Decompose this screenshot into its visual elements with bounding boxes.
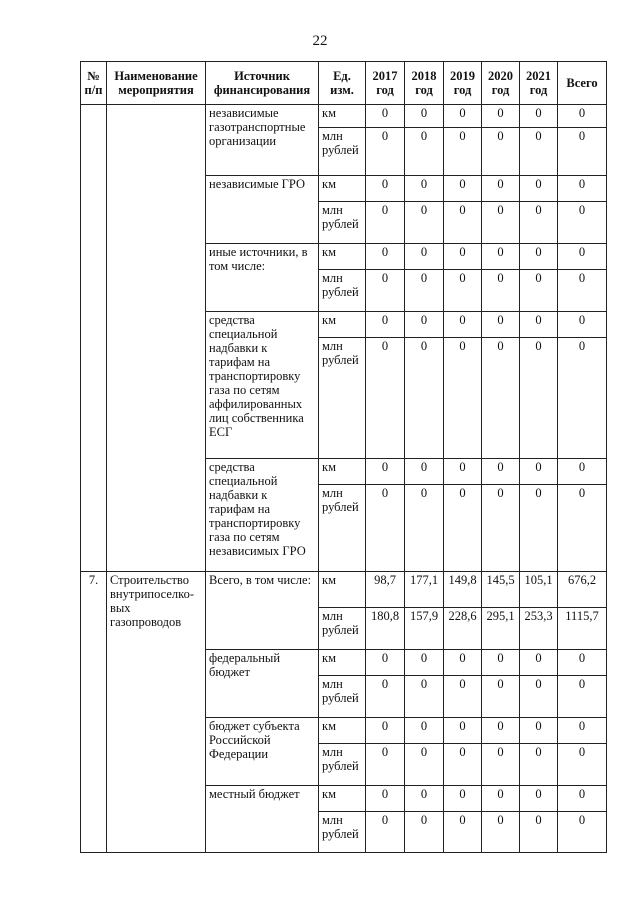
unit-cell: млн рублей xyxy=(319,608,366,650)
value-cell: 0 xyxy=(558,312,607,338)
header-cell: 2017 год xyxy=(366,62,405,105)
unit-cell: млн рублей xyxy=(319,812,366,853)
value-cell: 0 xyxy=(520,786,558,812)
value-cell: 0 xyxy=(558,176,607,202)
header-cell: Наименование мероприятия xyxy=(107,62,206,105)
value-cell: 0 xyxy=(405,270,444,312)
funding-source: независимые ГРО xyxy=(206,176,319,244)
value-cell: 0 xyxy=(520,459,558,485)
value-cell: 0 xyxy=(520,244,558,270)
value-cell: 0 xyxy=(482,176,520,202)
value-cell: 0 xyxy=(366,202,405,244)
value-cell: 0 xyxy=(405,485,444,572)
table-row xyxy=(81,105,607,128)
value-cell: 0 xyxy=(558,485,607,572)
value-cell: 0 xyxy=(520,128,558,176)
unit-cell: млн рублей xyxy=(319,676,366,718)
value-cell: 0 xyxy=(405,105,444,128)
funding-source: средства специальной надбавки к тарифам на транспортировку газа по сетям независимых ГРО xyxy=(206,459,319,572)
value-cell: 0 xyxy=(405,459,444,485)
value-cell: 0 xyxy=(405,176,444,202)
value-cell: 0 xyxy=(366,744,405,786)
value-cell: 145,5 xyxy=(482,572,520,608)
value-cell: 295,1 xyxy=(482,608,520,650)
unit-cell: млн рублей xyxy=(319,202,366,244)
value-cell: 0 xyxy=(520,338,558,459)
value-cell: 0 xyxy=(558,105,607,128)
value-cell: 0 xyxy=(444,676,482,718)
value-cell: 0 xyxy=(444,202,482,244)
value-cell: 0 xyxy=(482,105,520,128)
value-cell: 0 xyxy=(366,244,405,270)
value-cell: 98,7 xyxy=(366,572,405,608)
funding-source: иные источники, в том числе: xyxy=(206,244,319,312)
value-cell: 177,1 xyxy=(405,572,444,608)
value-cell: 253,3 xyxy=(520,608,558,650)
value-cell: 0 xyxy=(444,718,482,744)
unit-cell: км xyxy=(319,244,366,270)
value-cell: 676,2 xyxy=(558,572,607,608)
measure-name xyxy=(107,105,206,572)
unit-cell: км xyxy=(319,650,366,676)
funding-source: местный бюджет xyxy=(206,786,319,853)
value-cell: 0 xyxy=(444,338,482,459)
unit-cell: км xyxy=(319,718,366,744)
value-cell: 0 xyxy=(520,202,558,244)
value-cell: 0 xyxy=(444,459,482,485)
value-cell: 0 xyxy=(366,270,405,312)
value-cell: 0 xyxy=(366,105,405,128)
value-cell: 0 xyxy=(444,812,482,853)
value-cell: 0 xyxy=(444,744,482,786)
value-cell: 0 xyxy=(482,312,520,338)
value-cell: 0 xyxy=(444,312,482,338)
header-cell: 2020 год xyxy=(482,62,520,105)
value-cell: 0 xyxy=(366,718,405,744)
value-cell: 0 xyxy=(558,812,607,853)
unit-cell: млн рублей xyxy=(319,744,366,786)
unit-cell: км xyxy=(319,786,366,812)
value-cell: 0 xyxy=(405,718,444,744)
header-cell: Всего xyxy=(558,62,607,105)
value-cell: 149,8 xyxy=(444,572,482,608)
value-cell: 0 xyxy=(520,270,558,312)
value-cell: 0 xyxy=(558,202,607,244)
value-cell: 0 xyxy=(520,485,558,572)
value-cell: 0 xyxy=(444,485,482,572)
header-cell: 2019 год xyxy=(444,62,482,105)
value-cell: 0 xyxy=(405,676,444,718)
value-cell: 0 xyxy=(520,676,558,718)
value-cell: 0 xyxy=(558,270,607,312)
value-cell: 0 xyxy=(366,312,405,338)
value-cell: 0 xyxy=(366,485,405,572)
value-cell: 0 xyxy=(405,244,444,270)
value-cell: 0 xyxy=(558,244,607,270)
value-cell: 0 xyxy=(482,202,520,244)
value-cell: 0 xyxy=(366,650,405,676)
value-cell: 0 xyxy=(444,105,482,128)
value-cell: 0 xyxy=(482,744,520,786)
value-cell: 0 xyxy=(482,676,520,718)
header-cell: 2021 год xyxy=(520,62,558,105)
funding-source: независимые газотранспортные организации xyxy=(206,105,319,176)
unit-cell: км xyxy=(319,459,366,485)
item-number xyxy=(81,105,107,572)
header-cell: 2018 год xyxy=(405,62,444,105)
value-cell: 0 xyxy=(482,786,520,812)
value-cell: 0 xyxy=(558,459,607,485)
header-cell: Источник финансирования xyxy=(206,62,319,105)
value-cell: 0 xyxy=(405,338,444,459)
value-cell: 0 xyxy=(444,128,482,176)
value-cell: 0 xyxy=(366,812,405,853)
value-cell: 0 xyxy=(405,128,444,176)
value-cell: 0 xyxy=(405,202,444,244)
unit-cell: км xyxy=(319,105,366,128)
value-cell: 0 xyxy=(405,312,444,338)
header-row xyxy=(81,62,607,105)
value-cell: 0 xyxy=(405,786,444,812)
unit-cell: млн рублей xyxy=(319,338,366,459)
value-cell: 0 xyxy=(482,128,520,176)
table-row xyxy=(81,572,607,608)
value-cell: 157,9 xyxy=(405,608,444,650)
value-cell: 0 xyxy=(520,718,558,744)
value-cell: 0 xyxy=(520,312,558,338)
value-cell: 0 xyxy=(482,244,520,270)
value-cell: 0 xyxy=(482,270,520,312)
value-cell: 180,8 xyxy=(366,608,405,650)
value-cell: 0 xyxy=(366,176,405,202)
value-cell: 0 xyxy=(405,744,444,786)
value-cell: 105,1 xyxy=(520,572,558,608)
value-cell: 0 xyxy=(558,786,607,812)
value-cell: 0 xyxy=(520,812,558,853)
value-cell: 0 xyxy=(482,459,520,485)
value-cell: 0 xyxy=(405,650,444,676)
value-cell: 0 xyxy=(558,128,607,176)
funding-source: средства специальной надбавки к тарифам на транспортировку газа по сетям аффилированных лиц собственника ЕСГ xyxy=(206,312,319,459)
value-cell: 0 xyxy=(366,676,405,718)
unit-cell: млн рублей xyxy=(319,128,366,176)
value-cell: 0 xyxy=(366,128,405,176)
value-cell: 0 xyxy=(366,786,405,812)
value-cell: 0 xyxy=(520,744,558,786)
measure-name: Строительство внутрипоселко-вых газопроводов xyxy=(107,572,206,853)
value-cell: 0 xyxy=(444,650,482,676)
value-cell: 0 xyxy=(444,244,482,270)
value-cell: 1115,7 xyxy=(558,608,607,650)
unit-cell: млн рублей xyxy=(319,485,366,572)
financing-table xyxy=(80,61,607,853)
funding-source: бюджет субъекта Российской Федерации xyxy=(206,718,319,786)
value-cell: 0 xyxy=(482,650,520,676)
value-cell: 0 xyxy=(444,176,482,202)
funding-source: федеральный бюджет xyxy=(206,650,319,718)
value-cell: 0 xyxy=(520,650,558,676)
header-cell: Ед. изм. xyxy=(319,62,366,105)
value-cell: 0 xyxy=(558,744,607,786)
funding-source: Всего, в том числе: xyxy=(206,572,319,650)
value-cell: 0 xyxy=(444,270,482,312)
value-cell: 0 xyxy=(366,338,405,459)
value-cell: 0 xyxy=(558,338,607,459)
value-cell: 0 xyxy=(482,812,520,853)
table-body xyxy=(81,105,607,853)
page-number: 22 xyxy=(312,33,328,49)
value-cell: 0 xyxy=(558,676,607,718)
unit-cell: км xyxy=(319,312,366,338)
value-cell: 0 xyxy=(444,786,482,812)
item-number: 7. xyxy=(81,572,107,853)
value-cell: 0 xyxy=(482,338,520,459)
unit-cell: млн рублей xyxy=(319,270,366,312)
value-cell: 228,6 xyxy=(444,608,482,650)
value-cell: 0 xyxy=(558,650,607,676)
unit-cell: км xyxy=(319,572,366,608)
value-cell: 0 xyxy=(482,485,520,572)
value-cell: 0 xyxy=(405,812,444,853)
value-cell: 0 xyxy=(520,176,558,202)
value-cell: 0 xyxy=(558,718,607,744)
header-cell: № п/п xyxy=(81,62,107,105)
value-cell: 0 xyxy=(482,718,520,744)
value-cell: 0 xyxy=(520,105,558,128)
value-cell: 0 xyxy=(366,459,405,485)
unit-cell: км xyxy=(319,176,366,202)
